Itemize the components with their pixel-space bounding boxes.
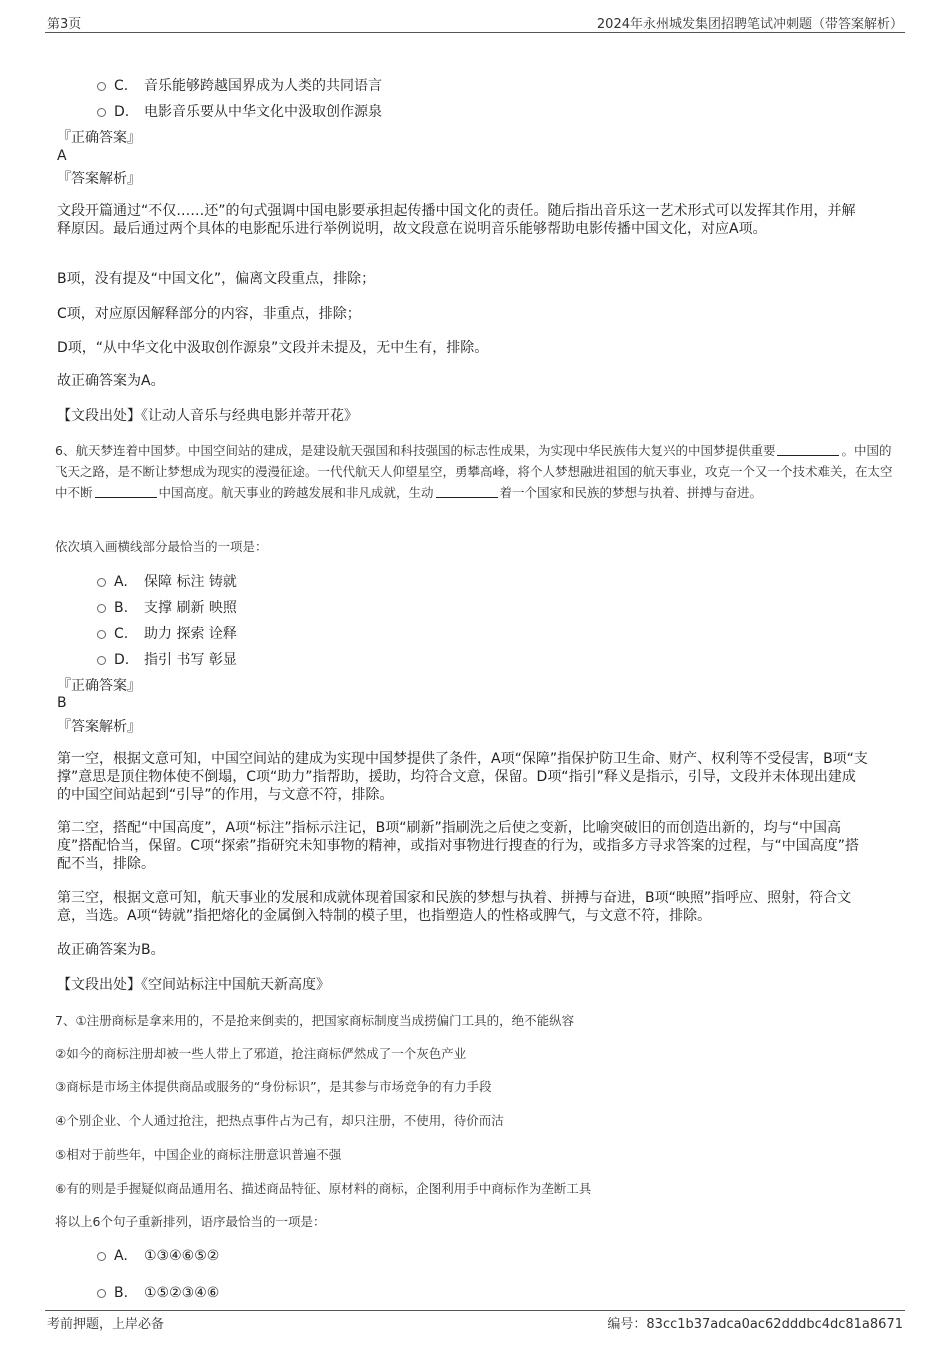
- q7-sentence-3: ③商标是市场主体提供商品或服务的“身份标识”，是其参与市场竞争的有力手段: [55, 1079, 492, 1094]
- page-number: 第3页: [47, 17, 82, 32]
- fill-blank-2: [95, 485, 157, 498]
- q6-option-b[interactable]: B. 支撑 刷新 映照: [97, 597, 237, 617]
- fill-blank-3: [436, 485, 498, 498]
- q7-sentence-1: 7、①注册商标是拿来用的，不是抢来倒卖的，把国家商标制度当成捞偏门工具的，绝不能纵容: [55, 1013, 575, 1028]
- fill-blank-1: [777, 443, 839, 456]
- q6-stem: 6、航天梦连着中国梦。中国空间站的建成，是建设航天强国和科技强国的标志性成果，为实现中华民族伟大复兴的中国梦提供重要 。中国的飞天之路，是不断让梦想成为现实的漫漫征途。一代代航天人仰望星空，勇攀高峰，将个人梦想融进祖国的航天事业，攻克一个又一个技术难关，在太空中不断 中国高度。航天事业的跨越发展和非凡成就，生动 着一个国家和民族的梦想与执着、拼搏与奋进。: [55, 443, 893, 500]
- radio-icon[interactable]: [97, 1289, 106, 1298]
- q6-analysis-para-3: 第三空，根据文意可知，航天事业的发展和成就体现着国家和民族的梦想与执着、拼搏与奋进，B项“映照”指呼应、照射，符合文意，当选。A项“铸就”指把熔化的金属倒入特制的模子里，也指塑造人的性格或脾气，与文意不符，排除。: [57, 890, 852, 924]
- document-code-value: 83cc1b37adca0ac62dddbc4dc81a8671: [646, 1317, 903, 1332]
- q5-analysis-para-4: D项，“从中华文化中汲取创作源泉”文段并未提及，无中生有，排除。: [57, 340, 489, 356]
- footer-divider: [45, 1310, 905, 1311]
- header-divider: [45, 32, 905, 33]
- q7-sentence-6: ⑥有的则是手握疑似商品通用名、描述商品特征、原材料的商标，企图利用手中商标作为垄断工具: [55, 1181, 592, 1196]
- q6-option-c[interactable]: C. 助力 探索 诠释: [97, 623, 237, 643]
- document-title: 2024年永州城发集团招聘笔试冲刺题（带答案解析）: [596, 17, 903, 32]
- q6-prompt: 依次填入画横线部分最恰当的一项是：: [55, 539, 268, 554]
- q6-analysis-label: 『答案解析』: [57, 719, 141, 735]
- footer-slogan: 考前押题，上岸必备: [47, 1317, 165, 1332]
- q5-answer-label: 『正确答案』: [57, 130, 141, 146]
- q7-option-b[interactable]: B. ①⑤②③④⑥: [97, 1285, 219, 1301]
- radio-icon[interactable]: [97, 630, 106, 639]
- q7-option-a[interactable]: A. ①③④⑥⑤②: [97, 1248, 219, 1264]
- q6-analysis-para-4: 故正确答案为B。: [57, 942, 165, 958]
- q7-sentence-4: ④个别企业、个人通过抢注，把热点事件占为己有，却只注册，不使用，待价而沽: [55, 1113, 504, 1128]
- radio-icon[interactable]: [97, 656, 106, 665]
- q5-option-d[interactable]: D. 电影音乐要从中华文化中汲取创作源泉: [97, 101, 382, 121]
- q5-analysis-para-5: 故正确答案为A。: [57, 373, 165, 389]
- document-code: [607, 1313, 903, 1332]
- q7-sentence-2: ②如今的商标注册却被一些人带上了邪道，抢注商标俨然成了一个灰色产业: [55, 1046, 467, 1061]
- q5-option-c[interactable]: C. 音乐能够跨越国界成为人类的共同语言: [97, 75, 382, 95]
- radio-icon[interactable]: [97, 82, 106, 91]
- q6-answer: B: [57, 695, 67, 711]
- q6-source: 【文段出处】《空间站标注中国航天新高度》: [57, 977, 330, 993]
- q7-prompt: 将以上6个句子重新排列，语序最恰当的一项是：: [55, 1214, 326, 1229]
- radio-icon[interactable]: [97, 578, 106, 587]
- q5-analysis-para-3: C项，对应原因解释部分的内容，非重点，排除；: [57, 306, 361, 322]
- q6-option-a[interactable]: A. 保障 标注 铸就: [97, 571, 237, 591]
- q6-answer-label: 『正确答案』: [57, 678, 141, 694]
- radio-icon[interactable]: [97, 604, 106, 613]
- q6-analysis-para-2: 第二空，搭配“中国高度”，A项“标注”指标示注记，B项“刷新”指刷洗之后使之变新，比喻突破旧的而创造出新的，均与“中国高度”搭配恰当，保留。C项“探索”指研究未知事物的精神，或指对事物进行搜查的行为，或指多方寻求答案的过程，与“中国高度”搭配不当，排除。: [57, 820, 860, 872]
- q5-analysis-para-1: 文段开篇通过“不仅……还”的句式强调中国电影要承担起传播中国文化的责任。随后指出音乐这一艺术形式可以发挥其作用，并解释原因。最后通过两个具体的电影配乐进行举例说明，故文段意在说明音乐能够帮助电影传播中国文化，对应A项。: [57, 203, 856, 237]
- radio-icon[interactable]: [97, 108, 106, 117]
- q6-option-d[interactable]: D. 指引 书写 彰显: [97, 649, 237, 669]
- q7-sentence-5: ⑤相对于前些年，中国企业的商标注册意识普遍不强: [55, 1147, 342, 1162]
- q6-analysis-para-1: 第一空，根据文意可知，中国空间站的建成为实现中国梦提供了条件，A项“保障”指保护防卫生命、财产、权利等不受侵害，B项“支撑”意思是顶住物体使不倒塌，C项“助力”指帮助，援助，均符合文意，保留。D项“指引”释义是指示，引导，文段并未体现出建成的中国空间站起到“引导”的作用，与文意不符，排除。: [57, 751, 868, 803]
- q5-source: 【文段出处】《让动人音乐与经典电影并蒂开花》: [57, 408, 358, 424]
- q5-analysis-label: 『答案解析』: [57, 171, 141, 187]
- document-code-label: 编号：: [607, 1317, 647, 1332]
- q5-answer: A: [57, 148, 67, 164]
- q5-analysis-para-2: B项，没有提及“中国文化”，偏离文段重点，排除；: [57, 271, 376, 287]
- radio-icon[interactable]: [97, 1252, 106, 1261]
